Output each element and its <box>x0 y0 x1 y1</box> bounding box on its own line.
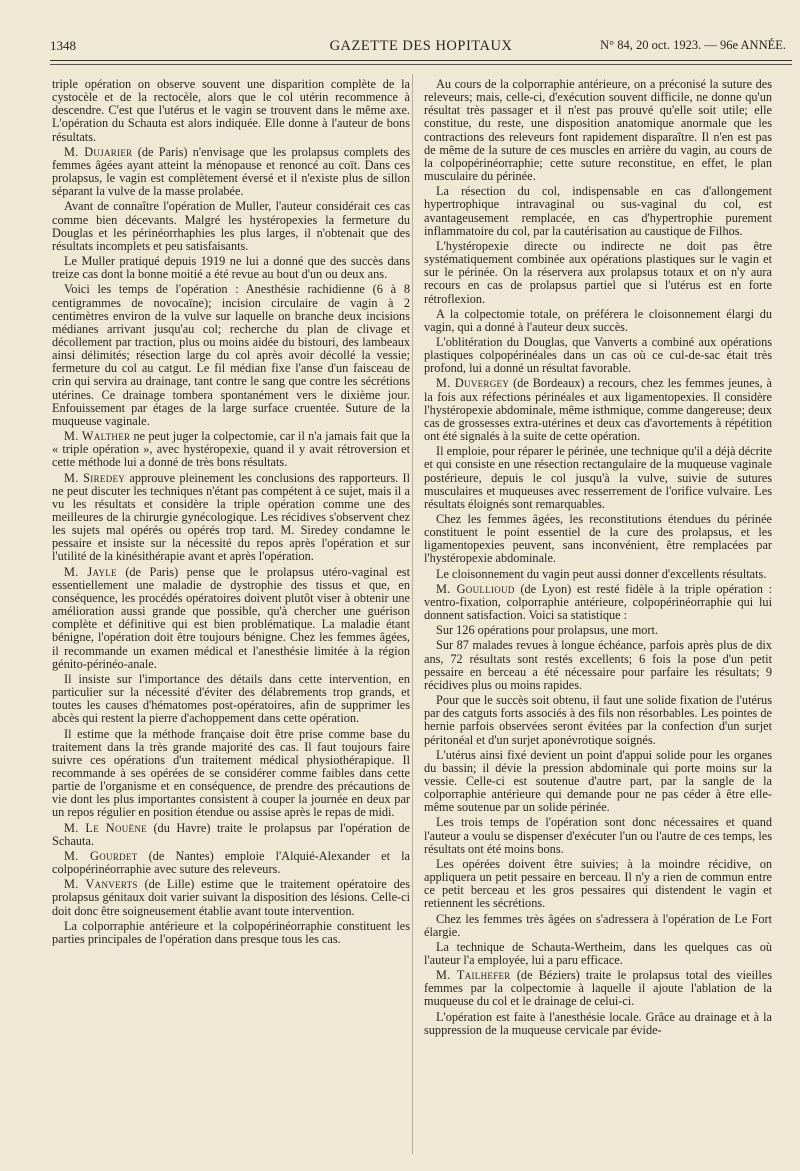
paragraph <box>424 749 772 815</box>
paragraph-text: L'hystéropexie directe ou indirecte ne doit pas être systématiquement combinée aux opérations plastiques sur le vagin et sur le périnée. On la réservera aux prolapsus totaux et on n'y aura recours en cas de prolapsus partiel que si l'utérus est en forte rétroflexion. <box>424 238 772 306</box>
paragraph-text: triple opération on observe souvent une disparition complète de la cystocèle et de la rectocèle, alors que le col utérin recommence à descendre. C'est que l'utérus et le vagin se trouvent dans le même axe. L'opération du Schauta est alors indiquée. Elle donne à l'auteur de bons résultats. <box>52 77 410 144</box>
paragraph <box>424 941 772 967</box>
speaker-name: M. Jayle <box>64 564 117 579</box>
paragraph-text: Pour que le succès soit obtenu, il faut une solide fixation de l'utérus par des catguts forts associés à des fils non résorbables. Les pointes de hernie parfois observées seront évitées par la confection d'un surjet péritonéal et d'un surjet aponévrotique soignés. <box>424 693 772 747</box>
paragraph <box>424 445 772 511</box>
paragraph-text: Les trois temps de l'opération sont donc nécessaires et quand l'auteur a voulu se dispenser d'exécuter l'un ou l'autre de ces temps, les résultats ont été moins bons. <box>424 815 772 856</box>
paragraph <box>424 336 772 375</box>
journal-title: GAZETTE DES HOPITAUX <box>329 38 513 54</box>
speaker-name: M. Siredey <box>64 470 126 485</box>
paragraph-text: Sur 126 opérations pour prolapsus, une mort. <box>436 623 658 638</box>
paragraph <box>424 639 772 692</box>
paragraph <box>424 913 772 939</box>
paragraph <box>424 624 772 637</box>
paragraph <box>424 240 772 306</box>
speaker-name: M. Goullioud <box>436 581 515 596</box>
speaker-name: M. Gourdet <box>64 848 138 863</box>
paragraph <box>52 78 410 144</box>
paragraph <box>424 78 772 183</box>
paragraph <box>424 694 772 747</box>
header-rule <box>50 60 792 61</box>
paragraph <box>52 878 410 917</box>
paragraph-text: Voici les temps de l'opération : Anesthésie rachidienne (6 à 8 centigrammes de novocaïne); incision circulaire de vagin à 2 centimètres environ de la vulve sur laquelle on branche deux incisions médianes arrivant jusqu'au col; recherche du plan de clivage et décollement par traction, plus ou moins aidée du bistouri, des lambeaux ainsi délimités; résection large du col après avoir décollé la vessie; fermeture du col au catgut. Le fil médian fixe l'anse d'un faisceau de crin qui servira au drainage, tant contre le sang que contre les sécrétions utérines. Ce drainage tombera spontanément vers le dixième jour. Enfouissement par étages de la large surface cruentée. Suture de la muqueuse vaginale. <box>52 282 410 428</box>
paragraph <box>424 969 772 1008</box>
paragraph-text: Le cloisonnement du vagin peut aussi donner d'excellents résultats. <box>436 566 767 581</box>
paragraph <box>52 430 410 469</box>
paragraph <box>52 850 410 876</box>
paragraph-text: L'utérus ainsi fixé devient un point d'appui solide pour les organes du bassin; il dévie la pression abdominale qui porte moins sur la vessie. Celle-ci est soutenue d'autre part, par la sangle de la colporraphie antérieure qui demande pour ne pas céder à être elle-même soutenue par un solide périnée. <box>424 747 772 815</box>
paragraph-text: Les opérées doivent être suivies; à la moindre récidive, on appliquera un petit pessaire en berceau. Il n'y a rien de commun entre ce petit berceau et les gros pessaires qui distendent le vagin et retiennent les sécrétions. <box>424 856 772 911</box>
paragraph <box>52 146 410 199</box>
paragraph-text: (de Paris) pense que le prolapsus utéro-vaginal est essentiellement une maladie de dystrophie des tissus et que, en conséquence, les procédés opératoires doivent plutôt viser à obtenir une amélioration aussi grande que possible, qu'à chercher une guérison complète et définitive qui est bien problématique. La maladie étant bénigne, l'opération doit être toujours bénigne. Chez les femmes âgées, il recommande un examen médical et l'anesthésie limitée à la région génito-périnéo-anale. <box>52 564 410 671</box>
paragraph-text: Chez les femmes très âgées on s'adressera à l'opération de Le Fort élargie. <box>424 911 772 939</box>
paragraph-text: L'oblitération du Douglas, que Vanverts a combiné aux opérations plastiques colpopérinéales dans un cas où ce cul-de-sac était très profond, lui a donné un résultat favorable. <box>424 334 772 376</box>
paragraph-text: (de Lyon) est resté fidèle à la triple opération : ventro-fixation, colporraphie antérieure, colpopérinéorraphie qui lui donnent satisfaction. Voici sa statistique : <box>424 581 772 623</box>
paragraph <box>52 822 410 848</box>
paragraph-text: (de Bordeaux) a recours, chez les femmes jeunes, à la fois aux réfections périnéales et aux ligamentopexies. Il considère l'hystéropexie abdominale, même isthmique, comme dangereuse; deux cas de grossesses extra-utérines et deux cas d'avortements à répétition ont été signalés à la suite de cette opération. <box>424 376 773 444</box>
paragraph <box>52 566 410 671</box>
paragraph <box>424 513 772 566</box>
page-number: 1348 <box>50 38 76 53</box>
speaker-name: M. Duvergey <box>436 376 510 391</box>
paragraph-text: (de Paris) n'envisage que les prolapsus complets des femmes âgées ayant atteint la ménopause et renoncé au coït. Dans ces prolapsus, le vagin est complètement éversé et il n'existe plus de sillon séparant la vulve de la masse prolabée. <box>52 144 410 199</box>
paragraph-text: (de Nantes) emploie l'Alquié-Alexander et la colpopérinéorraphie avec suture des releveurs. <box>52 848 410 877</box>
paragraph <box>424 816 772 855</box>
paragraph <box>424 377 772 443</box>
paragraph-text: ne peut juger la colpectomie, car il n'a jamais fait que la « triple opération », avec hystéropexie, quand il y avait rétroversion et cette méthode lui a donné de très bons résultats. <box>52 429 410 470</box>
column-divider <box>412 74 413 1154</box>
paragraph-text: approuve pleinement les conclusions des rapporteurs. Il ne peut discuter les techniques n'étant pas compétent à ce sujet, mais il a vu les résultats et considère la triple opération comme une des meilleures de la chirurgie gynécologique. Les récidives s'observent chez les sujets mal opérés ou opérés trop tard. M. Siredey condamne le pessaire et insiste sur la nécessité du repos après l'opération et sur l'utilité de la kinésithérapie avant et après l'opération. <box>52 470 410 564</box>
paragraph-text: A la colpectomie totale, on préférera le cloisonnement élargi du vagin, qui a donné à l'auteur deux succès. <box>424 306 772 334</box>
paragraph-text: L'opération est faite à l'anesthésie locale. Grâce au drainage et à la suppression de la muqueuse cervicale par évide- <box>424 1009 772 1037</box>
paragraph <box>52 283 410 428</box>
speaker-name: M. Le Nouëne <box>64 820 147 835</box>
paragraph-text: Le Muller pratiqué depuis 1919 ne lui a donné que des succès dans treize cas dont la bonne moitié a été revue au bout d'un ou deux ans. <box>52 254 410 282</box>
paragraph-text: Il emploie, pour réparer le périnée, une technique qu'il a déjà décrite et qui consiste en une résection rectangulaire de la muqueuse vaginale postérieure, depuis le col jusqu'à la vulve, suivie de sutures musculaires et muqueuses avec resserrement de l'orifice vulvaire. Les résultats éloignés sont remarquables. <box>424 444 772 511</box>
paragraph <box>424 583 772 622</box>
paragraph-text: Il estime que la méthode française doit être prise comme base du traitement dans la très grande majorité des cas. Il faut toujours faire suivre ces opérations d'un traitement médical physiothérapique. Il recommande à ses opérées de se considérer comme faibles dans cette partie de l'organisme et en conséquence, de prendre des précautions de vie dont les plus importantes consistent à couper la journée en deux par un repos régulier en position étendue ou assise après le repas de midi. <box>52 726 410 820</box>
page-header <box>50 34 792 58</box>
paragraph-text: Sur 87 malades revues à longue échéance, parfois après plus de dix ans, 72 résultats sont restés excellents; 6 fois la pose d'un petit pessaire en berceau a été nécessaire pour parfaire les résultats; 9 récidives plus ou moins rapides. <box>424 638 772 692</box>
right-column <box>424 78 772 1037</box>
speaker-name: M. Dujarier <box>64 144 133 159</box>
paragraph <box>52 472 410 564</box>
paragraph-text: La colporraphie antérieure et la colpopérinéorraphie constituent les parties principales de l'opération dans presque tous les cas. <box>52 918 410 946</box>
left-column <box>52 78 410 946</box>
paragraph-text: (de Béziers) traite le prolapsus total des vieilles femmes par la colpectomie à laquelle il ajoute l'ablation de la muqueuse du col et le drainage de celui-ci. <box>424 968 773 1009</box>
paragraph <box>424 185 772 238</box>
paragraph-text: (du Havre) traite le prolapsus par l'opération de Schauta. <box>52 820 410 848</box>
paragraph-text: La technique de Schauta-Wertheim, dans les quelques cas où l'auteur l'a employée, lui a paru efficace. <box>424 939 772 967</box>
paragraph-text: Il insiste sur l'importance des détails dans cette intervention, en particulier sur la nécessité d'éviter des délabrements trop grands, et toutes les causes d'hématomes post-opératoires, afin de supprimer les abcès qui restent la pierre d'achoppement dans cette opération. <box>52 671 410 726</box>
paragraph <box>52 728 410 820</box>
speaker-name: M. Tailhefer <box>436 968 511 983</box>
paragraph-text: (de Lille) estime que le traitement opératoire des prolapsus génitaux doit varier suivant la disposition des lésions. Celle-ci doit donc être soigneusement établie avant toute intervention. <box>52 877 410 918</box>
issue-info: N° 84, 20 oct. 1923. — 96e ANNÉE. <box>600 38 786 52</box>
paragraph <box>424 308 772 334</box>
paragraph-text: La résection du col, indispensable en cas d'allongement hypertrophique intravaginal ou sus-vaginal du col, est avantageusement remplacée, en cas d'hypertrophie purement inflammatoire du col, par la cautérisation au caustique de Filhos. <box>424 184 772 238</box>
speaker-name: M. Walther <box>64 429 131 444</box>
paragraph <box>52 920 410 946</box>
paragraph-text: Chez les femmes âgées, les reconstitutions étendues du périnée constituent le point essentiel de la cure des prolapsus, et les ligamentopexies peuvent, sans inconvénient, être remplacées par l'hystéropexie abdominale. <box>424 512 772 566</box>
paragraph <box>424 1011 772 1037</box>
paragraph <box>52 255 410 281</box>
speaker-name: M. Vanverts <box>64 877 138 892</box>
paragraph <box>424 568 772 581</box>
paragraph-text: Avant de connaître l'opération de Muller, l'auteur considérait ces cas comme bien décevants. Malgré les hystéropexies la fermeture du Douglas et les périnéorrhaphies les plus larges, il n'obtenait que des résultats incomplets et peu satisfaisants. <box>52 199 410 253</box>
paragraph-text: Au cours de la colporraphie antérieure, on a préconisé la suture des releveurs; mais, celle-ci, d'exécution souvent difficile, ne donne qu'un résultat très passager et il n'est pas prouvé qu'elle soit utile; elle constitue, du reste, une disposition anatomique anormale que les contractions des releveurs font rapidement disparaître. Il n'en est pas de même de la suture de ces muscles en arrière du vagin, au cours de la colpopérinéorraphie; cette suture reconstitue, en effet, le plan musculaire du périnée. <box>424 77 772 184</box>
paragraph <box>424 858 772 911</box>
paragraph <box>52 200 410 253</box>
paragraph <box>52 673 410 726</box>
header-rule-secondary <box>50 64 792 65</box>
